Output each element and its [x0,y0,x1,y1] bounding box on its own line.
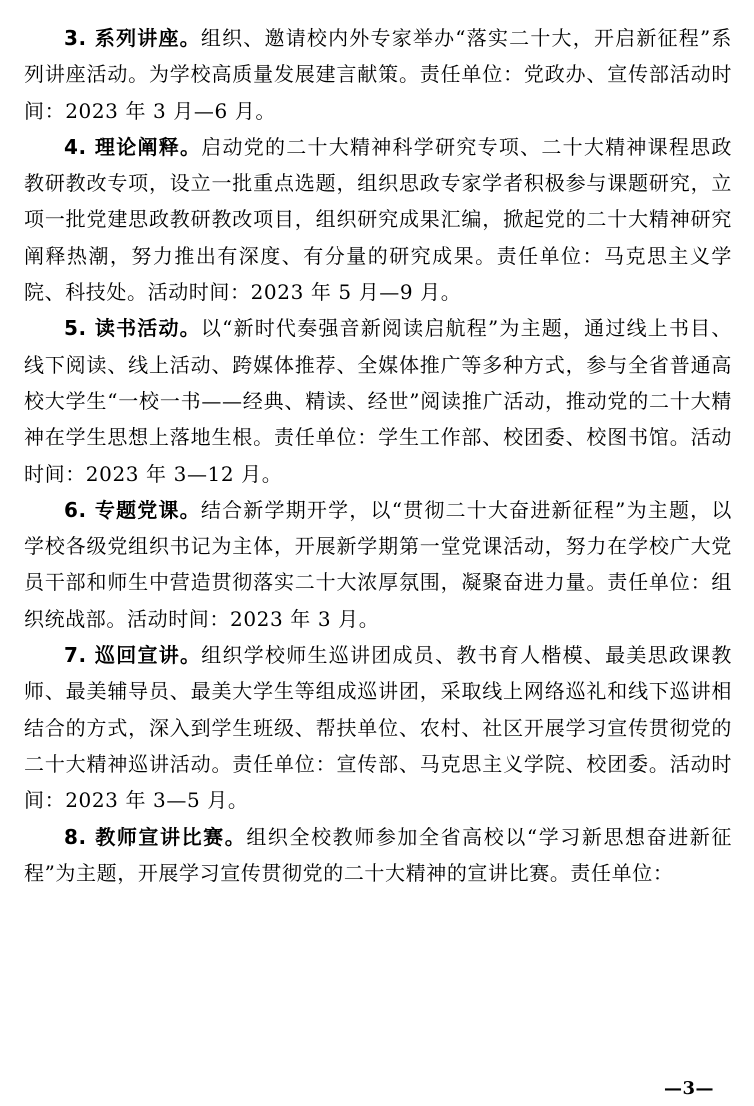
paragraph-theory-interpretation [24,129,732,310]
paragraph-lecture-series [24,20,732,129]
document-body [24,20,732,891]
paragraph-touring-presentation [24,637,732,818]
paragraph-heading: 6. 专题党课。 [64,497,201,522]
paragraph-text: 启动党的二十大精神科学研究专项、二十大精神课程思政教研教改专项，设立一批重点选题，组织思政专家学者积极参与课题研究，立项一批党建思政教研教改项目，组织研究成果汇编，掀起党的二十大精神研究阐释热潮，努力推出有深度、有分量的研究成果。责任单位：马克思主义学院、科技处。活动时间：2023 年 5 月—9 月。 [24,134,733,305]
paragraph-heading: 4. 理论阐释。 [64,134,202,159]
paragraph-text: 组织、邀请校内外专家举办“落实二十大，开启新征程”系列讲座活动。为学校高质量发展建言献策。责任单位：党政办、宣传部活动时间：2023 年 3 月—6 月。 [24,26,732,123]
paragraph-heading: 5. 读书活动。 [64,316,201,341]
paragraph-reading-activity [24,310,732,491]
paragraph-heading: 8. 教师宣讲比赛。 [64,824,247,849]
paragraph-text: 结合新学期开学，以“贯彻二十大奋进新征程”为主题，以学校各级党组织书记为主体，开展新学期第一堂党课活动，努力在学校广大党员干部和师生中营造贯彻落实二十大浓厚氛围，凝聚奋进力量。责任单位：组织统战部。活动时间：2023 年 3 月。 [24,497,732,631]
paragraph-heading: 3. 系列讲座。 [64,26,201,50]
paragraph-text: 组织学校师生巡讲团成员、教书育人楷模、最美思政课教师、最美辅导员、最美大学生等组成巡讲团，采取线上网络巡礼和线下巡讲相结合的方式，深入到学生班级、帮扶单位、农村、社区开展学习宣传贯彻党的二十大精神巡讲活动。责任单位：宣传部、马克思主义学院、校团委。活动时间：2023 年 3—5 月。 [24,643,733,813]
paragraph-text: 组织全校教师参加全省高校以“学习新思想奋进新征程”为主题，开展学习宣传贯彻党的二十大精神的宣讲比赛。责任单位： [24,824,732,885]
paragraph-special-party-lecture [24,492,732,637]
paragraph-text: 以“新时代奏强音新阅读启航程”为主题，通过线上书目、线下阅读、线上活动、跨媒体推荐、全媒体推广等多种方式，参与全省普通高校大学生“一校一书——经典、精读、经世”阅读推广活动，推动党的二十大精神在学生思想上落地生根。责任单位：学生工作部、校团委、校图书馆。活动时间：2023 年 3—12 月。 [24,316,732,486]
paragraph-heading: 7. 巡回宣讲。 [64,643,202,668]
page-number: —3— [663,1078,714,1099]
paragraph-teacher-speech-contest [24,819,732,892]
